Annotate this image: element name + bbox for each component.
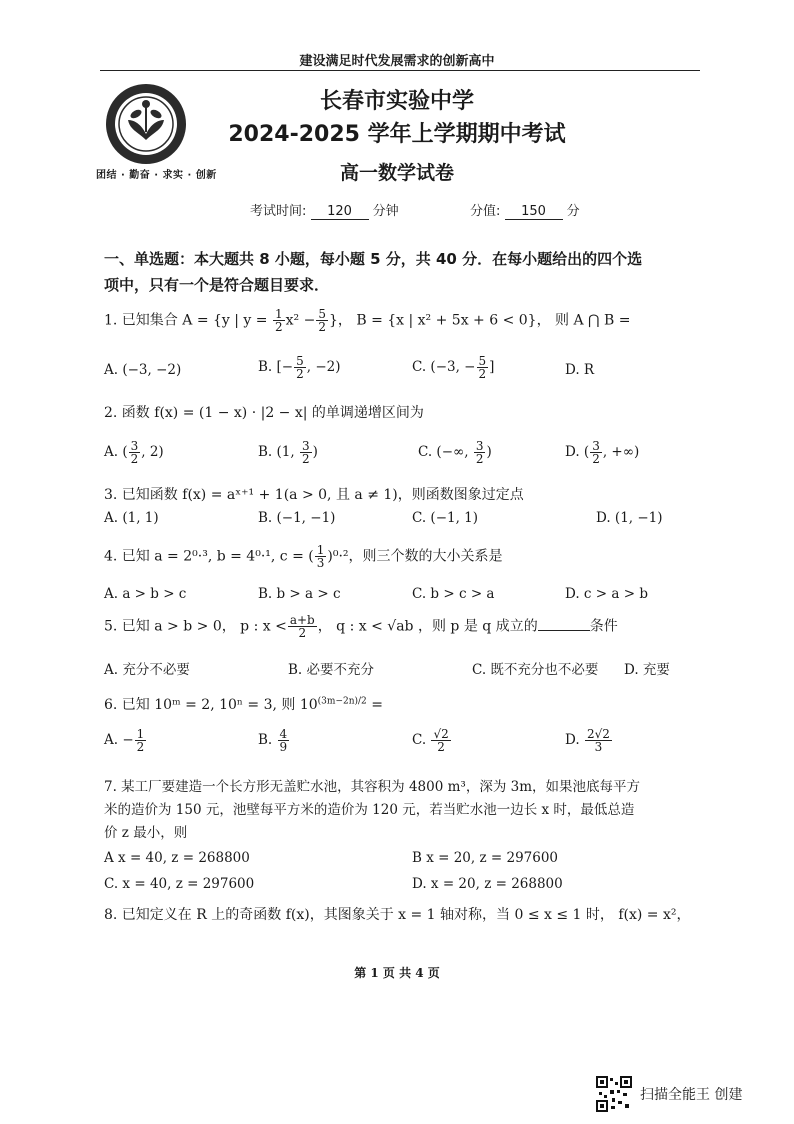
denominator: 2 [130,452,139,466]
question-1 [104,308,630,333]
numerator: 1 [316,543,325,557]
q2-option-b [258,440,318,465]
q1-option-c [412,355,494,380]
exam-score [470,200,580,220]
denominator: 2 [301,452,310,466]
numerator: 1 [274,307,283,321]
denominator: 3 [316,556,325,570]
q7-option-a: A x = 40, z = 268800 [104,850,250,866]
q4-option-a: A. a > b > c [104,586,187,602]
time-label: 考试时间: [250,204,307,219]
q2-option-c-pre: C. (−∞, [418,444,473,460]
q1-option-c-post: ] [489,359,495,375]
q7-line-2: 米的造价为 150 元，池壁每平方米的造价为 120 元，若当贮水池一边长 x 时，最低总造 [104,802,635,818]
fraction [477,355,489,380]
q6-text-a: 6. 已知 10ᵐ = 2, 10ⁿ = 3, 则 10 [104,697,318,713]
header-rule [100,70,700,71]
q7-option-b: B x = 20, z = 297600 [412,850,559,866]
q2-option-c-post: ) [486,444,492,460]
denominator: 2 [478,367,487,381]
question-2: 2. 函数 f(x) = (1 − x) · |2 − x| 的单调递增区间为 [104,405,424,421]
q6-option-a-pre: A. − [104,732,134,748]
denominator: 9 [279,740,288,754]
q1-option-b-post: , −2) [306,359,341,375]
fraction [129,440,141,465]
section-heading [104,246,694,298]
fraction [294,355,306,380]
page-number: 第 1 页 共 4 页 [354,966,440,980]
numerator: 5 [478,354,487,368]
denominator: 2 [318,320,326,334]
q7-option-d: D. x = 20, z = 268800 [412,876,563,892]
q6-exponent: (3m−2n)/2 [317,696,367,707]
scanner-watermark: 扫描全能王 创建 [640,1087,743,1103]
numerator: 3 [475,439,484,453]
fraction [585,728,612,753]
denominator: 2 [274,320,283,334]
q3-option-b: B. (−1, −1) [258,510,336,526]
q4-option-d: D. c > a > b [565,586,648,602]
numerator: √2 [433,727,449,741]
q2-option-a-post: , 2) [141,444,164,460]
numerator: 5 [296,354,304,368]
denominator: 2 [136,740,145,754]
q6-option-b-pre: B. [258,732,273,748]
numerator: 2√2 [586,727,610,741]
q7-line-1: 7. 某工厂要建造一个长方形无盖贮水池，其容积为 4800 m³，深为 3m，如果池底每平方 [104,779,641,795]
denominator: 2 [437,740,445,754]
numerator: a+b [289,613,315,627]
q7-option-c: C. x = 40, z = 297600 [104,876,255,892]
numerator: 4 [279,727,288,741]
q2-option-b-post: ) [312,444,318,460]
numerator: 3 [301,439,310,453]
denominator: 2 [475,452,484,466]
q2-option-d-post: , +∞) [602,444,640,460]
section-line-2: 项中，只有一个是符合题目要求． [104,276,330,294]
exam-time [250,200,399,220]
q4-option-c: C. b > c > a [412,586,495,602]
fraction [135,728,147,753]
time-value: 120 [311,204,369,220]
denominator: 3 [594,740,603,754]
denominator: 2 [298,626,307,640]
q2-option-d-pre: D. ( [565,444,590,460]
score-label: 分值: [470,204,501,219]
question-4 [104,544,503,569]
question-8: 8. 已知定义在 R 上的奇函数 f(x)，其图象关于 x = 1 轴对称，当 0 ≤ x ≤ 1 时， f(x) = x²， [104,907,691,923]
q4-text-b: )⁰·²，则三个数的大小关系是 [327,548,503,565]
q2-option-a [104,440,164,465]
q6-option-c [412,728,452,753]
fraction [590,440,602,465]
fraction [300,440,312,465]
fraction [316,308,328,333]
numerator: 5 [318,307,326,321]
q5-option-a: A. 充分不必要 [104,662,190,678]
q1-option-d: D. R [565,362,595,378]
fraction [278,728,290,753]
exam-title: 2024-2025 学年上学期期中考试 [228,122,566,147]
q2-option-b-pre: B. (1, [258,444,299,460]
q5-text-a: 5. 已知 a > b > 0， p : x < [104,618,287,635]
denominator: 2 [592,452,600,466]
q5-option-c: C. 既不充分也不必要 [472,662,599,678]
q5-blank [538,616,590,631]
q4-option-b: B. b > a > c [258,586,341,602]
fraction [474,440,486,465]
numerator: 3 [592,439,600,453]
question-7 [104,776,694,845]
q1-text-b: x² − [285,312,316,329]
q1-option-c-pre: C. (−3, − [412,359,476,375]
fraction [315,544,327,569]
q3-option-a: A. (1, 1) [104,510,159,526]
fraction [431,728,450,753]
q5-text-b: ， q : x < √ab ，则 p 是 q 成立的 [317,618,538,635]
q5-option-d: D. 充要 [624,662,670,678]
q6-option-d [565,728,613,753]
school-name: 长春市实验中学 [319,89,474,114]
numerator: 1 [136,727,145,741]
q3-option-d: D. (1, −1) [596,510,663,526]
numerator: 3 [130,439,139,453]
q6-option-b [258,728,290,753]
q2-option-c [418,440,492,465]
q3-option-c: C. (−1, 1) [412,510,479,526]
q2-option-d [565,440,639,465]
q5-option-b: B. 必要不充分 [288,662,375,678]
q7-line-3: 价 z 最小，则 [104,825,188,841]
denominator: 2 [296,367,304,381]
q4-text-a: 4. 已知 a = 2⁰·³, b = 4⁰·¹, c = ( [104,548,314,565]
q1-option-b-pre: B. [− [258,359,294,375]
q6-option-c-pre: C. [412,732,427,748]
q6-text-b: = [366,697,383,713]
fraction [288,614,317,639]
school-motto: 团结 · 勤奋 · 求实 · 创新 [96,170,217,181]
fraction [273,308,285,333]
score-unit: 分 [566,204,580,219]
score-value: 150 [505,204,563,220]
q2-option-a-pre: A. ( [104,444,128,460]
paper-title: 高一数学试卷 [339,162,454,184]
question-5 [104,614,618,639]
q1-text-c: }， B = {x | x² + 5x + 6 < 0}， 则 A ⋂ B = [328,312,631,329]
top-motto: 建设满足时代发展需求的创新高中 [299,54,495,69]
qr-code-icon [596,1076,632,1112]
q1-option-b [258,355,340,380]
q1-text-a: 1. 已知集合 A = {y | y = [104,312,272,329]
question-6 [104,694,383,714]
q6-option-a [104,728,147,753]
section-line-1: 一、单选题：本大题共 8 小题，每小题 5 分，共 40 分．在每小题给出的四个选 [104,250,643,268]
q6-option-d-pre: D. [565,732,580,748]
question-3: 3. 已知函数 f(x) = aˣ⁺¹ + 1(a > 0, 且 a ≠ 1)，则函数图象过定点 [104,487,524,503]
q5-text-c: 条件 [589,618,618,635]
time-unit: 分钟 [372,204,399,219]
q1-option-a: A. (−3, −2) [104,362,182,378]
